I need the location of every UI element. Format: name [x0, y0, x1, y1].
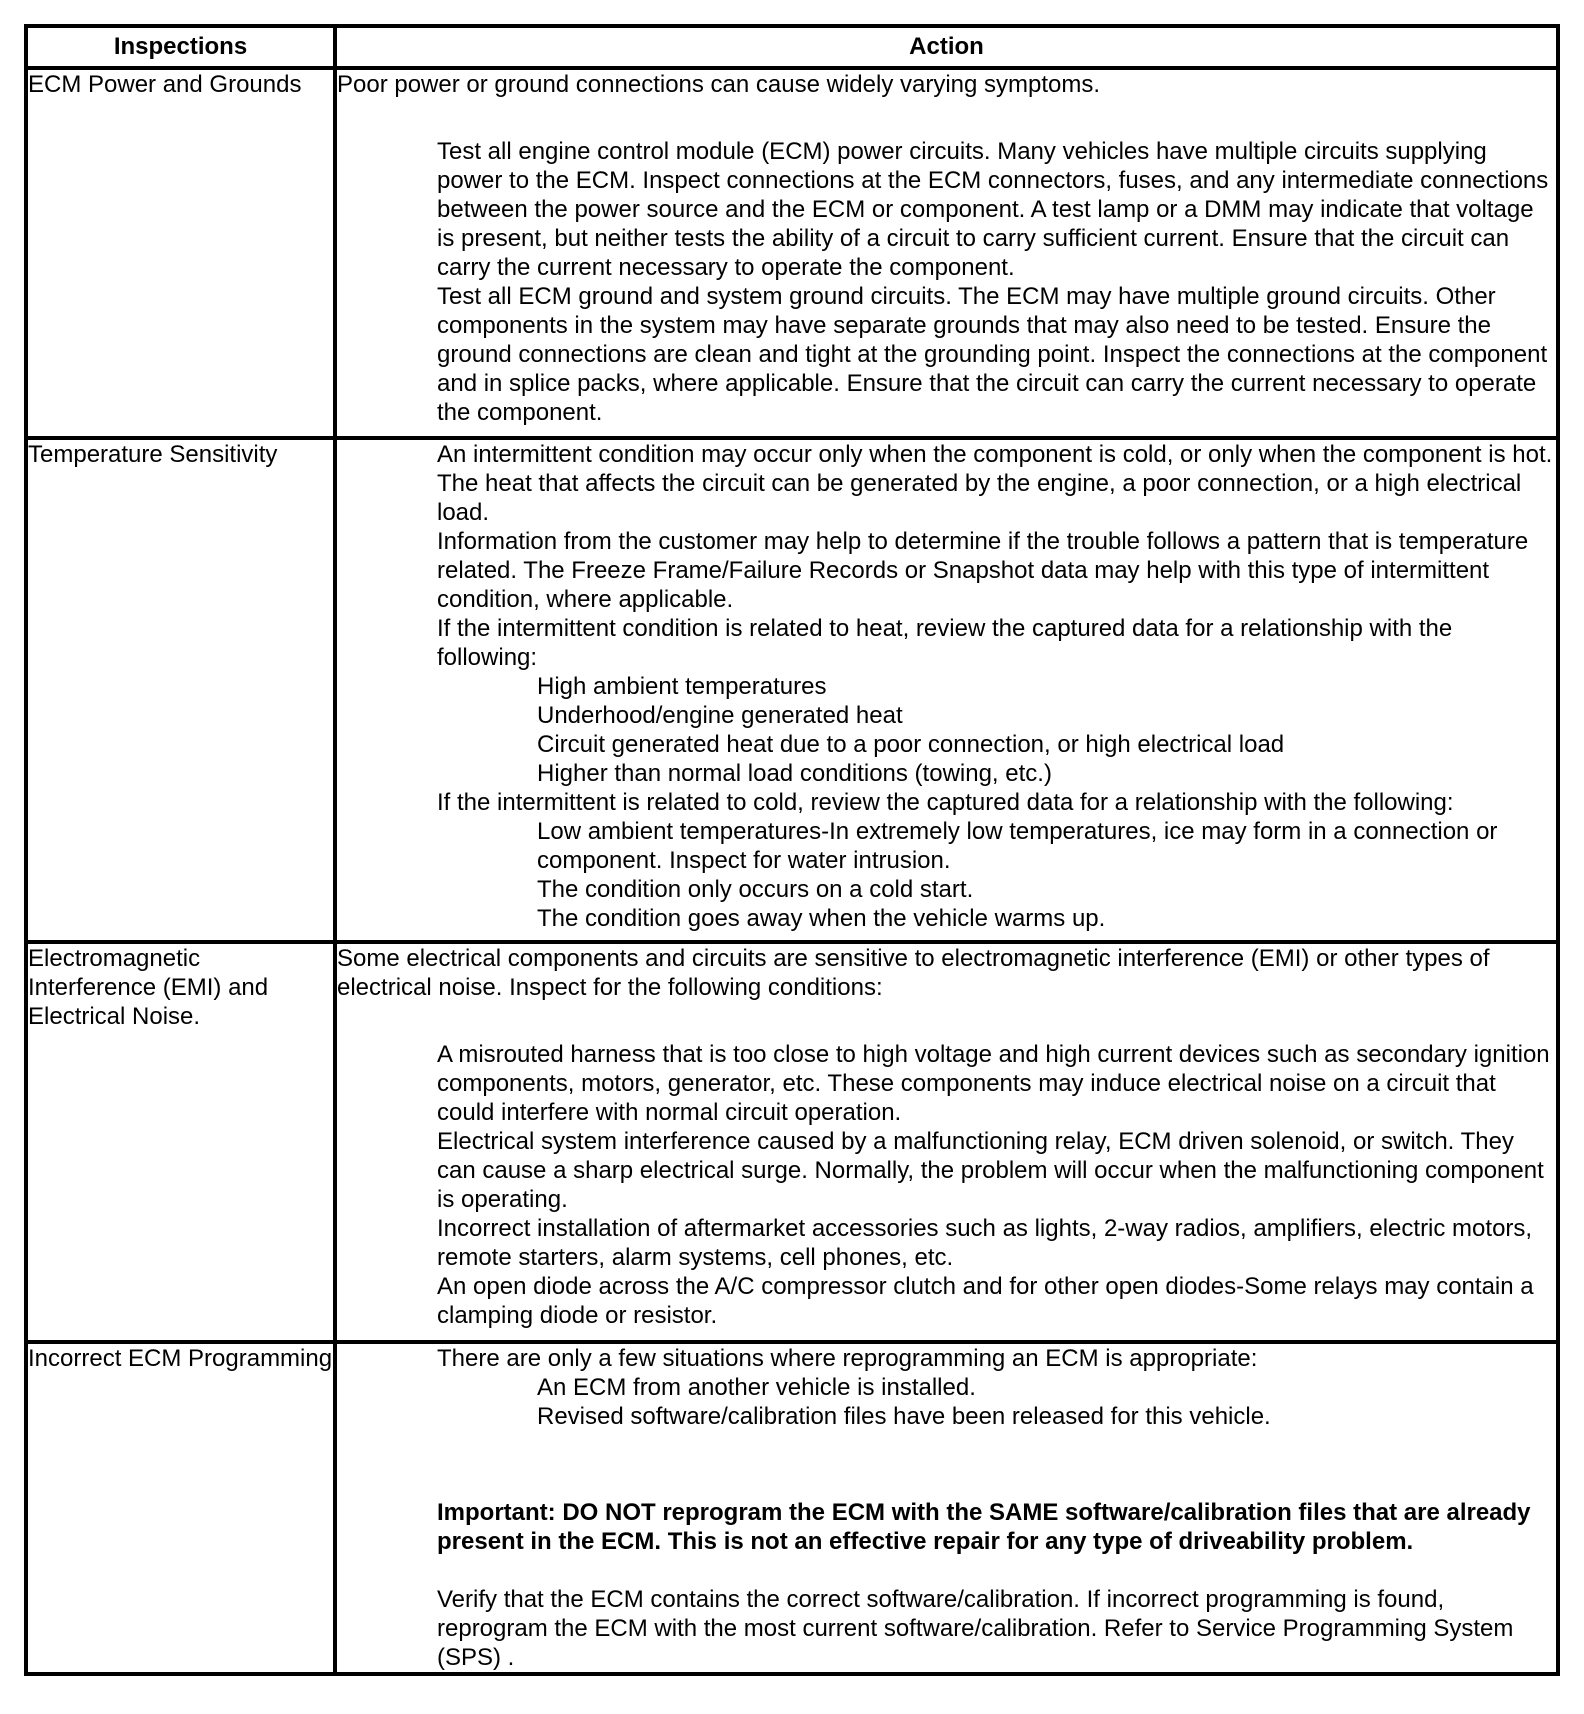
list-item: Low ambient temperatures-In extremely low temperatures, ice may form in a connection or component. Inspect for water intrusion. — [537, 818, 1498, 874]
action-paragraph: If the intermittent is related to cold, review the captured data for a relationship with the following: — [437, 789, 1454, 816]
inspection-label: ECM Power and Grounds — [28, 71, 302, 98]
header-row — [26, 26, 1558, 68]
action-paragraph: If the intermittent condition is related to heat, review the captured data for a relationship with the following: — [437, 615, 1453, 671]
inspection-cell — [26, 68, 335, 438]
header-action: Action — [335, 26, 1558, 68]
list-item: An ECM from another vehicle is installed. — [537, 1374, 976, 1401]
inspection-label: Temperature Sensitivity — [28, 441, 278, 468]
action-paragraph: Incorrect installation of aftermarket accessories such as lights, 2-way radios, amplifiers, electric motors, remote starters, alarm systems, cell phones, etc. — [437, 1215, 1533, 1271]
action-paragraph: Test all engine control module (ECM) power circuits. Many vehicles have multiple circuits supplying power to the ECM. Inspect connections at the ECM connectors, fuses, and any intermediate connections between the power source and the ECM or component. A test lamp or a DMM may indicate that voltage is present, but neither tests the ability of a circuit to carry sufficient current. Ensure that the circuit can carry the current necessary to operate the component. — [437, 138, 1549, 281]
row-temperature-sensitivity — [26, 438, 1558, 942]
row-ecm-power-grounds — [26, 68, 1558, 438]
inspection-cell — [26, 438, 335, 942]
action-paragraph: A misrouted harness that is too close to high voltage and high current devices such as secondary ignition components, motors, generator, etc. These components may induce electrical noise on a circuit that could interfere with normal circuit operation. — [437, 1041, 1550, 1126]
action-paragraph: There are only a few situations where reprogramming an ECM is appropriate: — [437, 1345, 1258, 1372]
inspection-cell — [26, 1342, 335, 1674]
header-inspections: Inspections — [26, 26, 335, 68]
inspection-cell — [26, 942, 335, 1342]
action-paragraph: An intermittent condition may occur only when the component is cold, or only when the component is hot. The heat that affects the circuit can be generated by the engine, a poor connection, or a high electrical load. — [437, 441, 1553, 526]
row-emi-electrical-noise — [26, 942, 1558, 1342]
list-item: Revised software/calibration files have been released for this vehicle. — [537, 1403, 1271, 1430]
inspection-label: Electromagnetic Interference (EMI) and Electrical Noise. — [28, 945, 269, 1030]
list-item: Higher than normal load conditions (towing, etc.) — [537, 760, 1052, 787]
list-item: The condition only occurs on a cold start. — [537, 876, 974, 903]
list-item: High ambient temperatures — [537, 673, 827, 700]
inspection-table — [24, 24, 1560, 1676]
action-intro: Some electrical components and circuits are sensitive to electromagnetic interference (EMI) or other types of electrical noise. Inspect for the following conditions: — [337, 945, 1490, 1001]
inspection-label: Incorrect ECM Programming — [28, 1345, 333, 1372]
row-incorrect-ecm-programming — [26, 1342, 1558, 1674]
action-cell — [335, 942, 1558, 1342]
action-cell — [335, 68, 1558, 438]
action-paragraph: Verify that the ECM contains the correct software/calibration. If incorrect programming is found, reprogram the ECM with the most current software/calibration. Refer to Service Programming System (SPS) . — [437, 1586, 1514, 1671]
action-cell — [335, 1342, 1558, 1674]
action-paragraph: An open diode across the A/C compressor clutch and for other open diodes-Some relays may contain a clamping diode or resistor. — [437, 1273, 1534, 1329]
action-intro: Poor power or ground connections can cause widely varying symptoms. — [337, 71, 1101, 98]
list-item: Circuit generated heat due to a poor connection, or high electrical load — [537, 731, 1285, 758]
list-item: Underhood/engine generated heat — [537, 702, 903, 729]
action-paragraph: Electrical system interference caused by a malfunctioning relay, ECM driven solenoid, or switch. They can cause a sharp electrical surge. Normally, the problem will occur when the malfunctioning component is operating. — [437, 1128, 1544, 1213]
action-paragraph: Information from the customer may help to determine if the trouble follows a pattern that is temperature related. The Freeze Frame/Failure Records or Snapshot data may help with this type of intermittent condition, where applicable. — [437, 528, 1529, 613]
important-note: Important: DO NOT reprogram the ECM with the SAME software/calibration files that are already present in the ECM. This is not an effective repair for any type of driveability problem. — [437, 1499, 1531, 1555]
action-paragraph: Test all ECM ground and system ground circuits. The ECM may have multiple ground circuits. Other components in the system may have separate grounds that may also need to be tested. Ensure the ground connections are clean and tight at the grounding point. Inspect the connections at the component and in splice packs, where applicable. Ensure that the circuit can carry the current necessary to operate the component. — [437, 283, 1548, 426]
list-item: The condition goes away when the vehicle warms up. — [537, 905, 1106, 932]
action-cell — [335, 438, 1558, 942]
